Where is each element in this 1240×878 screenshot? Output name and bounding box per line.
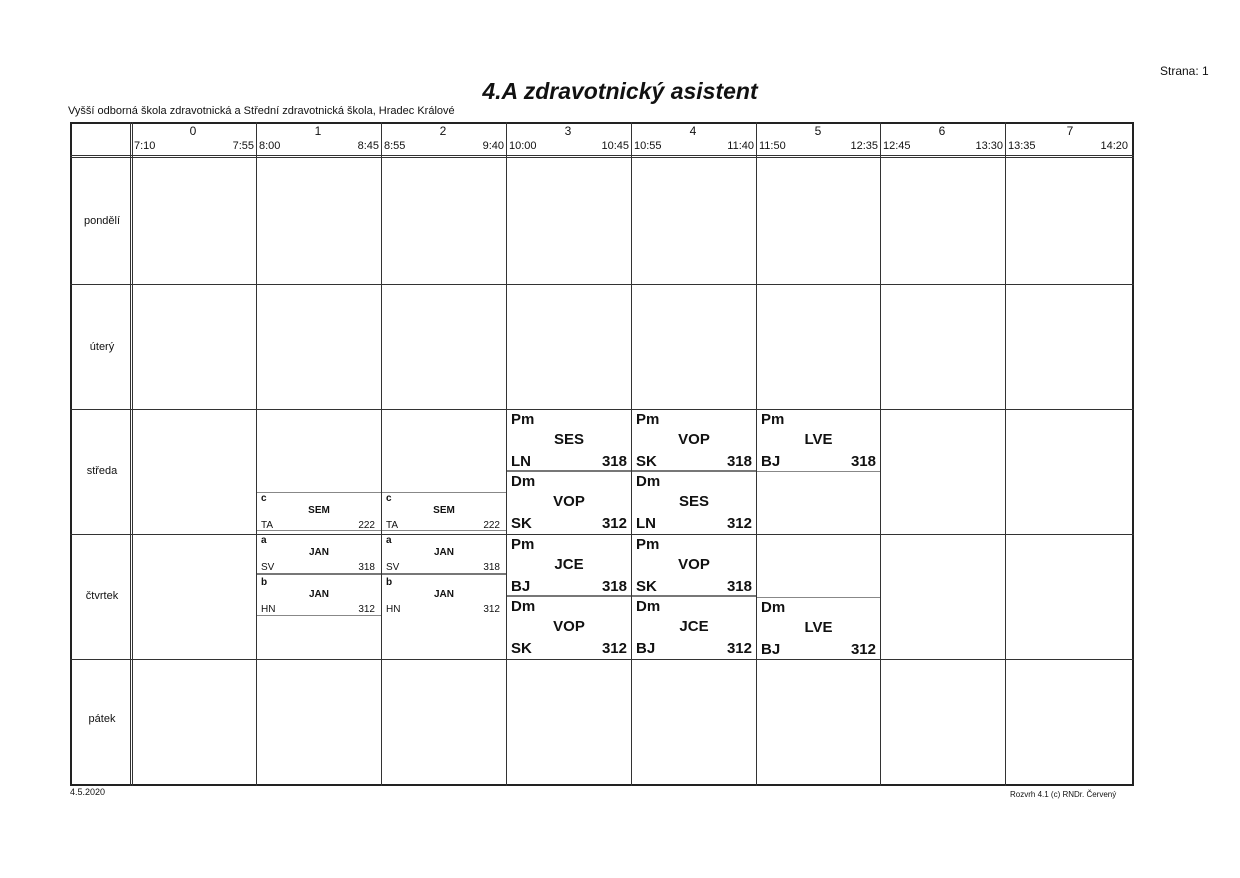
lesson-group: a — [386, 535, 392, 546]
period-start: 12:45 — [883, 140, 911, 152]
lesson-room: 318 — [358, 562, 375, 573]
period-start: 13:35 — [1008, 140, 1036, 152]
lesson-room: 312 — [358, 604, 375, 615]
lesson-subject: LVE — [804, 619, 833, 636]
page-number: Strana: 1 — [1160, 64, 1209, 78]
lesson-group: a — [261, 535, 267, 546]
lesson-group: Pm — [511, 536, 535, 553]
lesson-teacher: SV — [386, 562, 400, 573]
lesson-cell[interactable] — [507, 410, 631, 472]
lesson-group: b — [386, 577, 393, 588]
lesson-cell[interactable] — [507, 472, 631, 534]
lesson-room: 312 — [601, 640, 627, 657]
grid-line — [70, 155, 1134, 158]
lesson-group: Dm — [636, 598, 661, 615]
period-number: 0 — [189, 124, 197, 138]
lesson-subject: SEM — [308, 505, 330, 516]
lesson-cell[interactable] — [257, 577, 381, 616]
lesson-teacher: BJ — [511, 578, 531, 595]
lesson-room: 312 — [601, 515, 627, 532]
period-number: 2 — [439, 124, 447, 138]
lesson-teacher: HN — [386, 604, 401, 615]
lesson-group: Pm — [511, 411, 535, 428]
lesson-cell[interactable] — [257, 535, 381, 575]
lesson-subject: JCE — [554, 556, 584, 573]
lesson-cell[interactable] — [757, 597, 880, 659]
period-end: 10:45 — [601, 140, 629, 152]
print-date: 4.5.2020 — [70, 787, 106, 797]
period-start: 8:55 — [384, 140, 406, 152]
lesson-room: 222 — [483, 520, 500, 531]
lesson-cell[interactable] — [382, 492, 506, 531]
period-start: 8:00 — [259, 140, 281, 152]
lesson-teacher: LN — [511, 453, 531, 470]
grid-line — [70, 284, 1134, 285]
lesson-room: 318 — [483, 562, 500, 573]
day-label-tuesday: úterý — [89, 341, 115, 353]
period-end: 14:20 — [1100, 140, 1128, 152]
page-title: 4.A zdravotnický asistent — [482, 78, 758, 104]
period-number: 4 — [689, 124, 697, 138]
lesson-subject: VOP — [553, 493, 585, 510]
period-number: 5 — [814, 124, 822, 138]
lesson-subject: JAN — [308, 547, 329, 558]
lesson-group: Dm — [636, 473, 661, 490]
period-start: 10:55 — [634, 140, 662, 152]
lesson-group: Dm — [761, 599, 786, 616]
period-end: 7:55 — [232, 140, 254, 152]
period-number: 7 — [1066, 124, 1074, 138]
lesson-cell[interactable] — [382, 535, 506, 575]
lesson-subject: JAN — [308, 589, 329, 600]
lesson-cell[interactable] — [757, 410, 880, 472]
lesson-teacher: BJ — [761, 453, 781, 470]
lesson-group: Dm — [511, 473, 536, 490]
period-start: 10:00 — [509, 140, 537, 152]
day-label-friday: pátek — [88, 713, 116, 725]
day-label-monday: pondělí — [83, 215, 121, 227]
lesson-teacher: TA — [386, 520, 399, 531]
period-end: 8:45 — [357, 140, 379, 152]
credit-footer: Rozvrh 4.1 (c) RNDr. Červený — [1010, 790, 1117, 799]
lesson-group: Pm — [761, 411, 785, 428]
grid-line — [1005, 122, 1006, 786]
lesson-teacher: HN — [261, 604, 276, 615]
period-number: 1 — [314, 124, 322, 138]
day-label-wednesday: středa — [86, 465, 118, 477]
lesson-teacher: BJ — [636, 640, 656, 657]
lesson-cell[interactable] — [632, 472, 756, 534]
lesson-cell[interactable] — [507, 597, 631, 659]
lesson-subject: VOP — [553, 618, 585, 635]
lesson-teacher: SK — [636, 578, 657, 595]
lesson-group: b — [261, 577, 268, 588]
lesson-subject: JCE — [679, 618, 709, 635]
grid-line — [70, 659, 1134, 660]
grid-line — [256, 122, 257, 786]
lesson-cell[interactable] — [382, 577, 506, 616]
period-number: 3 — [564, 124, 572, 138]
period-start: 7:10 — [134, 140, 156, 152]
lesson-room: 312 — [726, 515, 752, 532]
period-end: 13:30 — [975, 140, 1003, 152]
lesson-room: 312 — [726, 640, 752, 657]
lesson-teacher: BJ — [761, 641, 781, 658]
lesson-teacher: SK — [511, 515, 532, 532]
lesson-subject: SES — [678, 493, 709, 510]
lesson-cell[interactable] — [507, 535, 631, 597]
lesson-group: Dm — [511, 598, 536, 615]
lesson-group: Pm — [636, 536, 660, 553]
lesson-cell[interactable] — [632, 535, 756, 597]
lesson-teacher: SV — [261, 562, 275, 573]
lesson-teacher: SK — [636, 453, 657, 470]
lesson-teacher: TA — [261, 520, 274, 531]
period-end: 9:40 — [482, 140, 504, 152]
lesson-room: 318 — [726, 453, 752, 470]
lesson-subject: JAN — [433, 589, 454, 600]
lesson-subject: VOP — [678, 431, 710, 448]
lesson-subject: LVE — [804, 431, 833, 448]
period-start: 11:50 — [759, 140, 786, 152]
lesson-room: 318 — [726, 578, 752, 595]
lesson-group: Pm — [636, 411, 660, 428]
day-label-thursday: čtvrtek — [85, 590, 119, 602]
lesson-subject: SEM — [433, 505, 455, 516]
lesson-room: 318 — [601, 453, 627, 470]
grid-line — [381, 122, 382, 786]
lesson-room: 312 — [850, 641, 876, 658]
grid-line — [880, 122, 881, 786]
lesson-teacher: LN — [636, 515, 656, 532]
lesson-subject: JAN — [433, 547, 454, 558]
lesson-room: 222 — [358, 520, 375, 531]
lesson-room: 318 — [850, 453, 876, 470]
lesson-teacher: SK — [511, 640, 532, 657]
period-end: 11:40 — [727, 140, 754, 152]
lesson-subject: VOP — [678, 556, 710, 573]
lesson-cell[interactable] — [632, 410, 756, 472]
lesson-room: 318 — [601, 578, 627, 595]
lesson-cell[interactable] — [632, 597, 756, 659]
period-number: 6 — [938, 124, 946, 138]
period-end: 12:35 — [850, 140, 878, 152]
lesson-subject: SES — [553, 431, 584, 448]
lesson-group: c — [261, 493, 267, 504]
school-name: Vyšší odborná škola zdravotnická a Střední zdravotnická škola, Hradec Králové — [68, 105, 455, 117]
lesson-room: 312 — [483, 604, 500, 615]
lesson-cell[interactable] — [257, 492, 381, 531]
lesson-group: c — [386, 493, 392, 504]
